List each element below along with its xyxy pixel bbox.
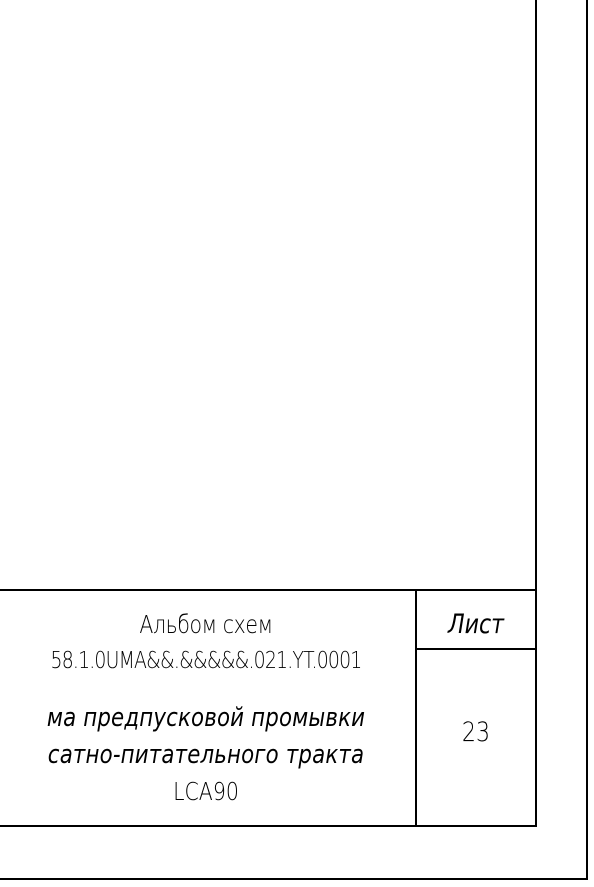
title-block-bottom-border bbox=[0, 825, 537, 827]
outer-frame-bottom-border bbox=[0, 878, 588, 880]
outer-frame-right-border bbox=[586, 0, 588, 880]
document-code: 58.1.0UMA&&.&&&&&.021.YT.0001 bbox=[50, 648, 362, 674]
inner-frame-right-border bbox=[535, 0, 537, 827]
title-block-top-border bbox=[0, 589, 537, 591]
album-title: Альбом схем bbox=[139, 610, 273, 639]
system-code: LCA90 bbox=[173, 777, 239, 806]
description-line-2: сатно-питательного тракта bbox=[47, 740, 365, 770]
description-line-1: ма предпусковой промывки bbox=[46, 703, 366, 733]
sheet-number: 23 bbox=[461, 717, 491, 748]
sheet-label: Лист bbox=[447, 609, 505, 640]
